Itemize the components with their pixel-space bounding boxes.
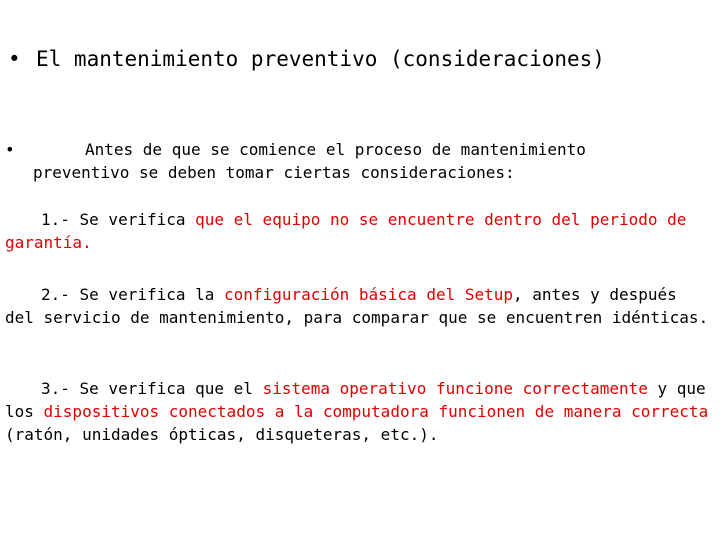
intro-line-1-text: Antes de que se comience el proceso de mantenimiento <box>85 140 586 159</box>
intro-bullet: • <box>5 140 15 159</box>
item-2 <box>5 283 710 329</box>
slide-title <box>8 44 708 74</box>
item-2-highlight: configuración básica del Setup <box>224 285 514 304</box>
intro-line-2: preventivo se deben tomar ciertas consideraciones: <box>33 163 515 182</box>
title-text: El mantenimiento preventivo (consideraciones) <box>36 47 605 71</box>
item-1-highlight: que el equipo no se encuentre dentro del periodo de garantía. <box>5 210 687 252</box>
item-3-highlight-2: dispositivos conectados a la computadora funcionen de manera correcta <box>43 402 709 421</box>
item-3-middle: y que los <box>5 379 706 421</box>
item-3-highlight-1: sistema operativo funcione correctamente <box>262 379 648 398</box>
item-1 <box>5 208 710 254</box>
item-3 <box>5 377 710 446</box>
intro-line-1 <box>5 138 705 161</box>
item-1-prefix: 1.- Se verifica <box>41 210 196 229</box>
title-bullet: • <box>8 47 21 71</box>
intro-paragraph <box>5 138 705 184</box>
item-3-rest: (ratón, unidades ópticas, disqueteras, etc.). <box>5 425 439 444</box>
item-2-prefix: 2.- Se verifica la <box>41 285 225 304</box>
item-3-prefix: 3.- Se verifica que el <box>41 379 263 398</box>
item-2-rest: , antes y después del servicio de mantenimiento, para comparar que se encuentren idénticas. <box>5 285 709 327</box>
